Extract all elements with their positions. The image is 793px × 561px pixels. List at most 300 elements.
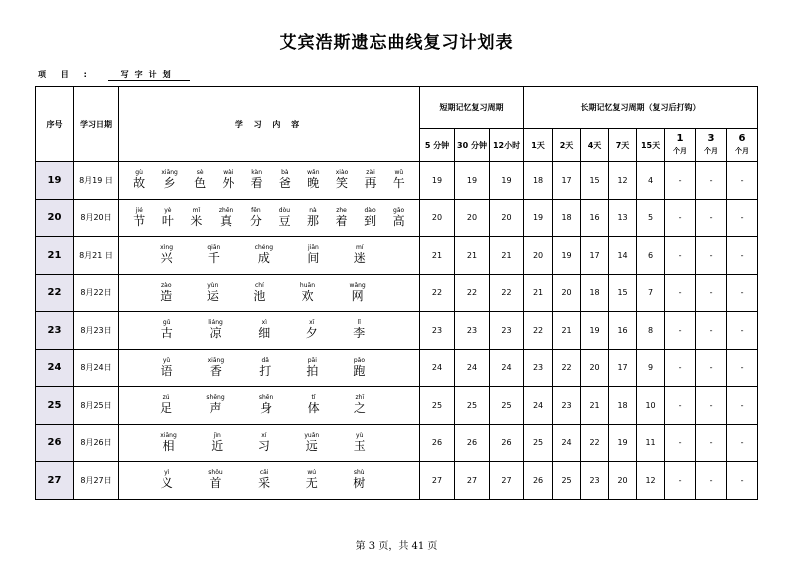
char-list bbox=[119, 432, 419, 454]
short-review-cell: 19 bbox=[455, 162, 490, 200]
short-review-cell: 25 bbox=[420, 387, 455, 425]
char-item bbox=[194, 169, 206, 191]
pinyin: xiào bbox=[335, 169, 349, 177]
month-check-cell[interactable]: - bbox=[727, 162, 758, 200]
pinyin: mí bbox=[356, 244, 364, 252]
char-item bbox=[160, 244, 173, 266]
row-seq: 19 bbox=[36, 162, 74, 200]
pinyin: gǔ bbox=[162, 319, 171, 327]
long-review-cell: 17 bbox=[581, 237, 609, 275]
hanzi: 香 bbox=[209, 363, 222, 378]
pinyin: dòu bbox=[278, 206, 291, 214]
hanzi: 声 bbox=[209, 401, 222, 416]
row-content bbox=[119, 199, 420, 237]
pinyin: shù bbox=[353, 469, 365, 477]
long-review-cell: 19 bbox=[524, 199, 553, 237]
long-review-cell: 18 bbox=[524, 162, 553, 200]
char-item bbox=[208, 357, 225, 379]
month-check-cell[interactable]: - bbox=[727, 424, 758, 462]
long-review-cell: 25 bbox=[524, 424, 553, 462]
pinyin: pǎo bbox=[353, 356, 365, 364]
short-review-cell: 22 bbox=[420, 274, 455, 312]
char-item bbox=[350, 282, 366, 304]
header-month-col bbox=[665, 129, 696, 162]
header-month-col bbox=[727, 129, 758, 162]
long-review-cell: 22 bbox=[553, 349, 581, 387]
hanzi: 玉 bbox=[353, 438, 366, 453]
hanzi: 凉 bbox=[209, 326, 222, 341]
long-review-cell: 19 bbox=[553, 237, 581, 275]
long-review-cell: 23 bbox=[524, 349, 553, 387]
pinyin: tǐ bbox=[311, 394, 316, 402]
month-number: 6 bbox=[738, 133, 746, 144]
short-review-cell: 27 bbox=[420, 462, 455, 500]
char-item bbox=[211, 432, 223, 454]
month-check-cell[interactable]: - bbox=[665, 387, 696, 425]
pinyin: gāo bbox=[393, 206, 405, 214]
hanzi: 造 bbox=[160, 288, 173, 303]
pinyin: qiān bbox=[207, 244, 221, 252]
hanzi: 跑 bbox=[353, 363, 366, 378]
char-item bbox=[393, 169, 405, 191]
long-review-cell: 23 bbox=[581, 462, 609, 500]
hanzi: 那 bbox=[306, 213, 319, 228]
char-item bbox=[307, 244, 319, 266]
pinyin: zhe bbox=[336, 206, 347, 214]
pinyin: jìn bbox=[213, 431, 221, 439]
char-list bbox=[119, 394, 419, 416]
pinyin: chí bbox=[254, 281, 264, 289]
month-check-cell[interactable]: - bbox=[665, 162, 696, 200]
review-table bbox=[35, 86, 758, 500]
pinyin: gù bbox=[135, 169, 143, 177]
hanzi: 再 bbox=[364, 176, 377, 191]
char-item bbox=[336, 169, 349, 191]
pinyin: yǔ bbox=[162, 356, 171, 364]
hanzi: 着 bbox=[335, 213, 348, 228]
month-check-cell[interactable]: - bbox=[665, 462, 696, 500]
short-review-cell: 21 bbox=[455, 237, 490, 275]
pinyin: xí bbox=[261, 431, 267, 439]
char-item bbox=[162, 207, 174, 229]
short-review-cell: 22 bbox=[455, 274, 490, 312]
pinyin: wǎn bbox=[307, 169, 320, 177]
char-item bbox=[161, 319, 173, 341]
row-date: 8月24日 bbox=[74, 349, 119, 387]
row-content bbox=[119, 424, 420, 462]
pinyin: xiāng bbox=[207, 356, 225, 364]
row-seq: 23 bbox=[36, 312, 74, 350]
long-review-cell: 20 bbox=[609, 462, 637, 500]
short-review-cell: 23 bbox=[455, 312, 490, 350]
char-item bbox=[208, 319, 223, 341]
month-check-cell[interactable]: - bbox=[665, 349, 696, 387]
month-check-cell[interactable]: - bbox=[696, 162, 727, 200]
month-check-cell[interactable]: - bbox=[696, 312, 727, 350]
char-item bbox=[354, 394, 366, 416]
hanzi: 相 bbox=[162, 438, 175, 453]
hanzi: 成 bbox=[257, 251, 270, 266]
hanzi: 树 bbox=[353, 476, 366, 491]
long-review-cell: 22 bbox=[581, 424, 609, 462]
char-item bbox=[307, 169, 319, 191]
hanzi: 采 bbox=[258, 476, 271, 491]
hanzi: 足 bbox=[160, 401, 173, 416]
row-seq: 20 bbox=[36, 199, 74, 237]
row-date: 8月23日 bbox=[74, 312, 119, 350]
hanzi: 近 bbox=[211, 438, 224, 453]
long-review-cell: 12 bbox=[637, 462, 665, 500]
char-list bbox=[119, 357, 419, 379]
short-review-cell: 24 bbox=[420, 349, 455, 387]
long-review-cell: 11 bbox=[637, 424, 665, 462]
month-check-cell[interactable]: - bbox=[727, 274, 758, 312]
char-list bbox=[119, 282, 419, 304]
char-item bbox=[222, 169, 234, 191]
hanzi: 李 bbox=[353, 326, 366, 341]
table-row bbox=[36, 424, 758, 462]
hanzi: 爸 bbox=[278, 176, 291, 191]
char-item bbox=[207, 282, 219, 304]
long-review-cell: 4 bbox=[637, 162, 665, 200]
hanzi: 到 bbox=[364, 213, 377, 228]
char-item bbox=[308, 394, 320, 416]
month-check-cell[interactable]: - bbox=[727, 349, 758, 387]
pinyin: yù bbox=[356, 431, 364, 439]
char-item bbox=[279, 169, 291, 191]
char-list bbox=[119, 469, 419, 491]
hanzi: 晚 bbox=[307, 176, 320, 191]
long-review-cell: 17 bbox=[609, 349, 637, 387]
long-review-cell: 20 bbox=[581, 349, 609, 387]
long-review-cell: 15 bbox=[609, 274, 637, 312]
char-item bbox=[133, 207, 145, 229]
hanzi: 池 bbox=[253, 288, 266, 303]
hanzi: 看 bbox=[250, 176, 263, 191]
hanzi: 欢 bbox=[301, 288, 314, 303]
month-check-cell[interactable]: - bbox=[665, 312, 696, 350]
long-review-cell: 18 bbox=[581, 274, 609, 312]
month-check-cell[interactable]: - bbox=[696, 462, 727, 500]
hanzi: 体 bbox=[307, 401, 320, 416]
char-item bbox=[133, 169, 145, 191]
row-seq: 22 bbox=[36, 274, 74, 312]
page-title: 艾宾浩斯遗忘曲线复习计划表 bbox=[279, 33, 514, 53]
char-item bbox=[160, 432, 177, 454]
long-review-cell: 22 bbox=[524, 312, 553, 350]
pinyin: sè bbox=[196, 169, 204, 177]
hanzi: 拍 bbox=[306, 363, 319, 378]
pinyin: yè bbox=[164, 206, 172, 214]
char-item bbox=[353, 357, 365, 379]
char-item bbox=[278, 207, 290, 229]
pinyin: dào bbox=[364, 206, 376, 214]
pinyin: wǔ bbox=[394, 169, 404, 177]
hanzi: 细 bbox=[258, 326, 271, 341]
row-date: 8月22日 bbox=[74, 274, 119, 312]
hanzi: 义 bbox=[160, 476, 173, 491]
hanzi: 外 bbox=[222, 176, 235, 191]
month-check-cell[interactable]: - bbox=[665, 237, 696, 275]
table-row bbox=[36, 274, 758, 312]
page-footer: 第 3 页，共 41 页 bbox=[355, 541, 438, 552]
hanzi: 乡 bbox=[163, 176, 176, 191]
hanzi: 迷 bbox=[353, 251, 366, 266]
month-check-cell[interactable]: - bbox=[696, 237, 727, 275]
char-item bbox=[206, 394, 224, 416]
short-review-cell: 20 bbox=[455, 199, 490, 237]
pinyin: zú bbox=[162, 394, 170, 402]
row-seq: 24 bbox=[36, 349, 74, 387]
pinyin: lǐ bbox=[357, 319, 361, 327]
hanzi: 夕 bbox=[305, 326, 318, 341]
long-review-cell: 19 bbox=[609, 424, 637, 462]
month-check-cell[interactable]: - bbox=[727, 237, 758, 275]
long-review-cell: 21 bbox=[553, 312, 581, 350]
hanzi: 节 bbox=[133, 213, 146, 228]
long-review-cell: 5 bbox=[637, 199, 665, 237]
char-list bbox=[119, 169, 419, 191]
short-review-cell: 27 bbox=[490, 462, 524, 500]
header-long-col: 1天 bbox=[524, 129, 553, 162]
pinyin: yuǎn bbox=[304, 431, 320, 439]
char-item bbox=[306, 319, 318, 341]
char-item bbox=[354, 244, 366, 266]
short-review-cell: 22 bbox=[490, 274, 524, 312]
short-review-cell: 26 bbox=[490, 424, 524, 462]
short-review-cell: 19 bbox=[490, 162, 524, 200]
month-check-cell[interactable]: - bbox=[696, 387, 727, 425]
pinyin: wú bbox=[307, 469, 317, 477]
month-check-cell[interactable]: - bbox=[665, 199, 696, 237]
pinyin: wǎng bbox=[349, 281, 366, 289]
month-check-cell[interactable]: - bbox=[665, 274, 696, 312]
short-review-cell: 25 bbox=[490, 387, 524, 425]
pinyin: huān bbox=[299, 281, 315, 289]
hanzi: 千 bbox=[207, 251, 220, 266]
short-review-cell: 20 bbox=[490, 199, 524, 237]
pinyin: wài bbox=[223, 169, 234, 177]
hanzi: 色 bbox=[194, 176, 207, 191]
month-check-cell[interactable]: - bbox=[696, 274, 727, 312]
row-content bbox=[119, 462, 420, 500]
row-content bbox=[119, 274, 420, 312]
long-review-cell: 21 bbox=[581, 387, 609, 425]
pinyin: jié bbox=[135, 206, 143, 214]
month-check-cell[interactable]: - bbox=[696, 349, 727, 387]
long-review-cell: 12 bbox=[609, 162, 637, 200]
long-review-cell: 17 bbox=[553, 162, 581, 200]
row-content bbox=[119, 162, 420, 200]
header-long-col: 2天 bbox=[553, 129, 581, 162]
char-item bbox=[258, 432, 270, 454]
short-review-cell: 21 bbox=[420, 237, 455, 275]
hanzi: 打 bbox=[259, 363, 272, 378]
short-review-cell: 21 bbox=[490, 237, 524, 275]
header-long-col: 4天 bbox=[581, 129, 609, 162]
table-row bbox=[36, 349, 758, 387]
pinyin: yùn bbox=[207, 281, 219, 289]
hanzi: 网 bbox=[351, 288, 364, 303]
pinyin: yì bbox=[164, 469, 170, 477]
pinyin: zhēn bbox=[218, 206, 234, 214]
row-seq: 21 bbox=[36, 237, 74, 275]
char-item bbox=[353, 319, 365, 341]
month-check-cell[interactable]: - bbox=[727, 312, 758, 350]
char-item bbox=[353, 469, 365, 491]
hanzi: 分 bbox=[249, 213, 262, 228]
header-long-col: 15天 bbox=[637, 129, 665, 162]
short-review-cell: 26 bbox=[420, 424, 455, 462]
long-review-cell: 13 bbox=[609, 199, 637, 237]
row-date: 8月20日 bbox=[74, 199, 119, 237]
hanzi: 笑 bbox=[336, 176, 349, 191]
char-item bbox=[354, 432, 366, 454]
char-item bbox=[161, 169, 178, 191]
table-row bbox=[36, 462, 758, 500]
char-item bbox=[306, 357, 318, 379]
row-content bbox=[119, 312, 420, 350]
long-review-cell: 20 bbox=[553, 274, 581, 312]
project-value: 写字计划 bbox=[108, 69, 190, 81]
hanzi: 豆 bbox=[278, 213, 291, 228]
char-item bbox=[160, 394, 172, 416]
row-seq: 26 bbox=[36, 424, 74, 462]
char-item bbox=[161, 469, 173, 491]
hanzi: 习 bbox=[257, 438, 270, 453]
long-review-cell: 8 bbox=[637, 312, 665, 350]
char-item bbox=[304, 432, 319, 454]
char-item bbox=[251, 169, 263, 191]
char-item bbox=[258, 469, 270, 491]
header-short-col: 5 分钟 bbox=[420, 129, 455, 162]
long-review-cell: 15 bbox=[581, 162, 609, 200]
header-short-col: 30 分钟 bbox=[455, 129, 490, 162]
pinyin: chéng bbox=[254, 244, 274, 252]
char-item bbox=[365, 169, 377, 191]
long-review-cell: 14 bbox=[609, 237, 637, 275]
short-review-cell: 24 bbox=[490, 349, 524, 387]
hanzi: 运 bbox=[206, 288, 219, 303]
long-review-cell: 23 bbox=[553, 387, 581, 425]
pinyin: xiāng bbox=[160, 431, 177, 439]
hanzi: 古 bbox=[160, 326, 173, 341]
char-item bbox=[259, 357, 271, 379]
pinyin: fēn bbox=[251, 206, 261, 214]
pinyin: xī bbox=[309, 319, 315, 327]
row-date: 8月25日 bbox=[74, 387, 119, 425]
pinyin: jiān bbox=[308, 244, 319, 252]
header-content: 学 习 内 容 bbox=[119, 87, 420, 162]
table-row bbox=[36, 199, 758, 237]
month-unit: 个月 bbox=[673, 147, 688, 155]
hanzi: 兴 bbox=[160, 251, 173, 266]
header-short-group: 短期记忆复习周期 bbox=[420, 87, 524, 129]
hanzi: 身 bbox=[260, 401, 273, 416]
project-line bbox=[38, 69, 190, 81]
row-seq: 25 bbox=[36, 387, 74, 425]
hanzi: 真 bbox=[220, 213, 233, 228]
long-review-cell: 7 bbox=[637, 274, 665, 312]
month-check-cell[interactable]: - bbox=[696, 199, 727, 237]
project-label: 项 目 : bbox=[38, 70, 93, 79]
hanzi: 午 bbox=[392, 176, 405, 191]
month-number: 1 bbox=[676, 133, 684, 144]
header-short-col: 12小时 bbox=[490, 129, 524, 162]
hanzi: 叶 bbox=[161, 213, 174, 228]
short-review-cell: 23 bbox=[420, 312, 455, 350]
short-review-cell: 25 bbox=[455, 387, 490, 425]
pinyin: xì bbox=[261, 319, 267, 327]
row-date: 8月21 日 bbox=[74, 237, 119, 275]
pinyin: zhī bbox=[355, 394, 365, 402]
long-review-cell: 10 bbox=[637, 387, 665, 425]
header-date: 学习日期 bbox=[74, 87, 119, 162]
table-row bbox=[36, 162, 758, 200]
char-item bbox=[253, 282, 265, 304]
long-review-cell: 6 bbox=[637, 237, 665, 275]
month-number: 3 bbox=[707, 133, 715, 144]
row-date: 8月19 日 bbox=[74, 162, 119, 200]
row-date: 8月26日 bbox=[74, 424, 119, 462]
pinyin: dǎ bbox=[261, 356, 269, 364]
long-review-cell: 18 bbox=[553, 199, 581, 237]
short-review-cell: 26 bbox=[455, 424, 490, 462]
table-row bbox=[36, 312, 758, 350]
short-review-cell: 24 bbox=[455, 349, 490, 387]
hanzi: 无 bbox=[305, 476, 318, 491]
hanzi: 间 bbox=[307, 251, 320, 266]
long-review-cell: 24 bbox=[524, 387, 553, 425]
month-check-cell[interactable]: - bbox=[665, 424, 696, 462]
month-check-cell[interactable]: - bbox=[696, 424, 727, 462]
char-item bbox=[300, 282, 315, 304]
long-review-cell: 19 bbox=[581, 312, 609, 350]
hanzi: 远 bbox=[305, 438, 318, 453]
month-check-cell[interactable]: - bbox=[727, 387, 758, 425]
month-check-cell[interactable]: - bbox=[727, 462, 758, 500]
hanzi: 首 bbox=[209, 476, 222, 491]
long-review-cell: 24 bbox=[553, 424, 581, 462]
long-review-cell: 18 bbox=[609, 387, 637, 425]
header-long-group: 长期记忆复习周期（复习后打钩） bbox=[524, 87, 758, 129]
hanzi: 语 bbox=[160, 363, 173, 378]
header-seq: 序号 bbox=[36, 87, 74, 162]
char-item bbox=[161, 357, 173, 379]
month-check-cell[interactable]: - bbox=[727, 199, 758, 237]
char-item bbox=[160, 282, 172, 304]
long-review-cell: 26 bbox=[524, 462, 553, 500]
pinyin: xiāng bbox=[161, 169, 178, 177]
char-item bbox=[208, 469, 222, 491]
short-review-cell: 19 bbox=[420, 162, 455, 200]
char-item bbox=[250, 207, 262, 229]
row-date: 8月27日 bbox=[74, 462, 119, 500]
long-review-cell: 20 bbox=[524, 237, 553, 275]
short-review-cell: 23 bbox=[490, 312, 524, 350]
char-item bbox=[207, 244, 220, 266]
row-content bbox=[119, 387, 420, 425]
char-item bbox=[364, 207, 376, 229]
hanzi: 故 bbox=[133, 176, 146, 191]
pinyin: shēng bbox=[206, 394, 225, 402]
long-review-cell: 16 bbox=[581, 199, 609, 237]
char-item bbox=[219, 207, 233, 229]
month-unit: 个月 bbox=[735, 147, 750, 155]
char-item bbox=[307, 207, 319, 229]
char-item bbox=[258, 319, 270, 341]
pinyin: zài bbox=[366, 169, 375, 177]
